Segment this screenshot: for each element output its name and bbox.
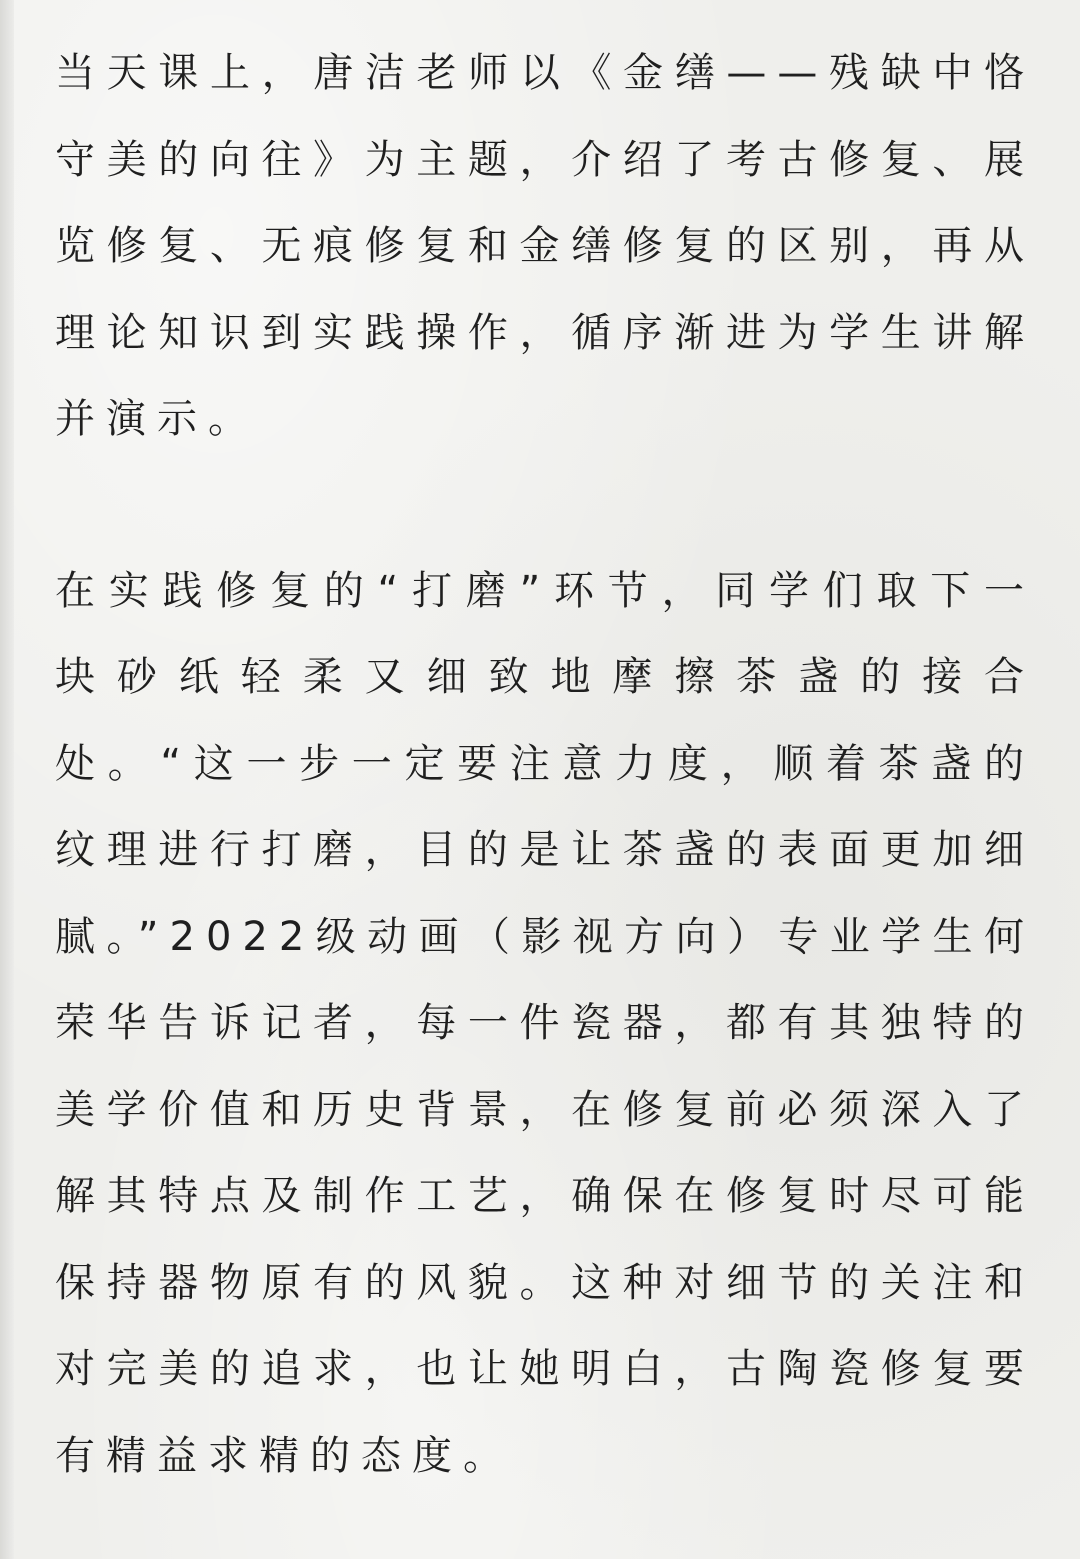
- article-body: [55, 30, 1035, 1499]
- paragraph-1: 当天课上，唐洁老师以《金缮——残缺中恪守美的向往》为主题，介绍了考古修复、展览修复、无痕修复和金缮修复的区别，再从理论知识到实践操作，循序渐进为学生讲解并演示。: [55, 50, 1035, 442]
- page-edge-shadow: [0, 0, 14, 1559]
- paragraph-2: 在实践修复的“打磨”环节，同学们取下一块砂纸轻柔又细致地摩擦茶盏的接合处。“这一步一定要注意力度，顺着茶盏的纹理进行打磨，目的是让茶盏的表面更加细腻。”2022级动画（影视方向）专业学生何荣华告诉记者，每一件瓷器，都有其独特的美学价值和历史背景，在修复前必须深入了解其特点及制作工艺，确保在修复时尽可能保持器物原有的风貌。这种对细节的关注和对完美的追求，也让她明白，古陶瓷修复要有精益求精的态度。: [55, 567, 1035, 1479]
